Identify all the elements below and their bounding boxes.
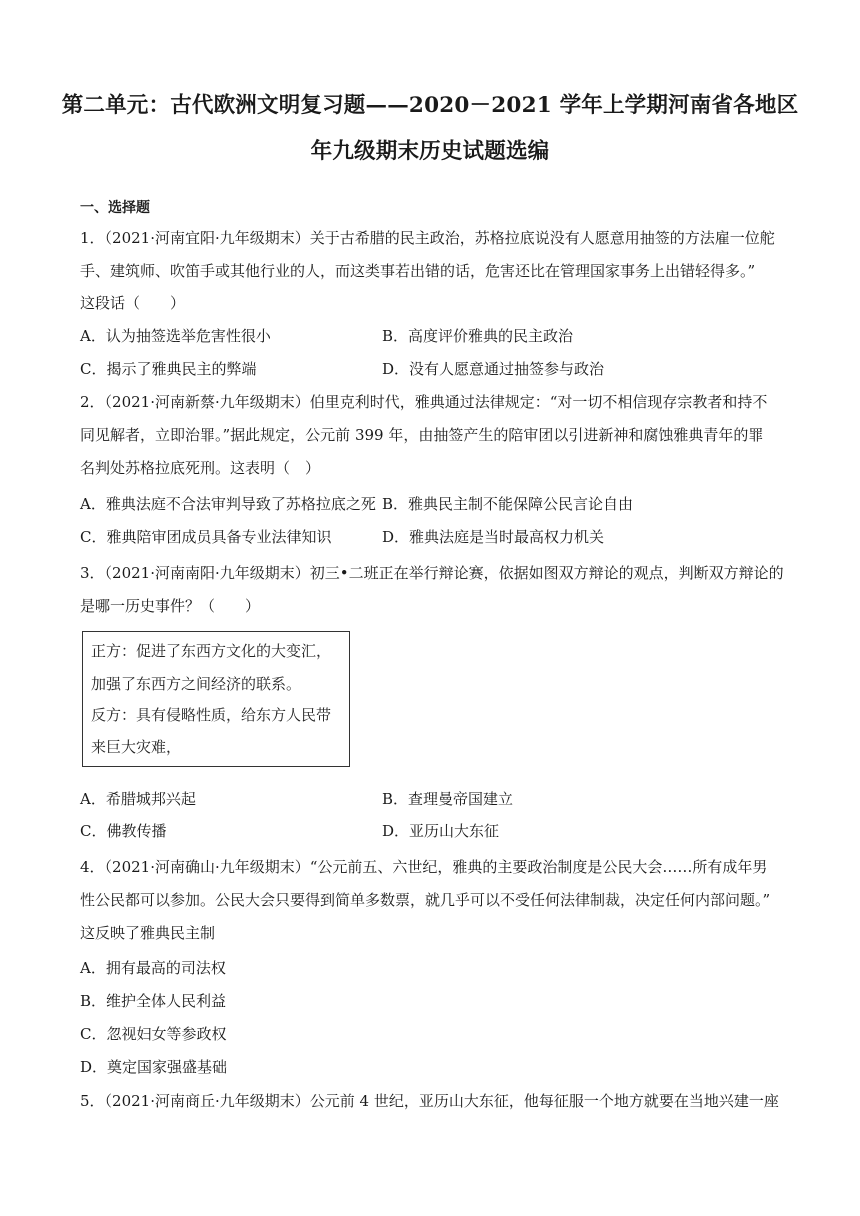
question-2-line-2: 同见解者，立即治罪。”据此规定，公元前 399 年，由抽签产生的陪审团以引进新神和腐蚀雅典青年的罪 xyxy=(80,426,764,444)
question-2-line-3: 名判处苏格拉底死刑。这表明（ ） xyxy=(80,459,321,477)
question-3-option-c: C．佛教传播 xyxy=(80,822,167,840)
question-1-line-3: 这段话（ ） xyxy=(80,294,186,312)
question-4-line-2: 性公民都可以参加。公民大会只要得到简单多数票，就几乎可以不受任何法律制裁，决定任何内部问题。” xyxy=(80,891,771,909)
question-1-line-2: 手、建筑师、吹笛手或其他行业的人，而这类事若出错的话，危害还比在管理国家事务上出错轻得多。” xyxy=(80,262,756,280)
debate-line-4: 来巨大灾难， xyxy=(91,738,182,756)
document-title-line-2: 年九级期末历史试题选编 xyxy=(310,139,550,164)
question-5-line-1: 5．（2021·河南商丘·九年级期末）公元前 4 世纪，亚历山大东征，他每征服一个地方就要在当地兴建一座 xyxy=(80,1092,779,1110)
section-heading: 一、选择题 xyxy=(80,200,150,216)
question-4-option-c: C．忽视妇女等参政权 xyxy=(80,1025,227,1043)
debate-line-3: 反方：具有侵略性质，给东方人民带 xyxy=(91,706,332,724)
question-3-option-b: B．查理曼帝国建立 xyxy=(382,790,514,808)
question-3-line-2: 是哪一历史事件？（ ） xyxy=(80,597,261,615)
debate-figure xyxy=(82,631,350,767)
question-2-option-b: B．雅典民主制不能保障公民言论自由 xyxy=(382,495,634,513)
question-1-option-b: B．高度评价雅典的民主政治 xyxy=(382,327,574,345)
question-3-line-1: 3．（2021·河南南阳·九年级期末）初三•二班正在举行辩论赛，依据如图双方辩论的观点，判断双方辩论的 xyxy=(80,564,784,582)
question-2-option-a: A．雅典法庭不合法审判导致了苏格拉底之死 xyxy=(80,495,376,513)
question-1-line-1: 1．（2021·河南宜阳·九年级期末）关于古希腊的民主政治，苏格拉底说没有人愿意用抽签的方法雇一位舵 xyxy=(80,229,775,247)
question-4-option-b: B．维护全体人民利益 xyxy=(80,992,227,1010)
question-1-option-c: C．揭示了雅典民主的弊端 xyxy=(80,360,257,378)
question-3-option-a: A．希腊城邦兴起 xyxy=(80,790,196,808)
question-2-option-c: C．雅典陪审团成员具备专业法律知识 xyxy=(80,528,332,546)
document-title-line-1: 第二单元：古代欧洲文明复习题——2020－2021 学年上学期河南省各地区 xyxy=(61,93,799,118)
question-2-option-d: D．雅典法庭是当时最高权力机关 xyxy=(382,528,605,546)
question-4-option-a: A．拥有最高的司法权 xyxy=(80,959,226,977)
question-4-line-1: 4．（2021·河南确山·九年级期末）“公元前五、六世纪，雅典的主要政治制度是公民大会……所有成年男 xyxy=(80,858,768,876)
question-3-option-d: D．亚历山大东征 xyxy=(382,822,500,840)
question-4-option-d: D．奠定国家强盛基础 xyxy=(80,1058,228,1076)
debate-line-1: 正方：促进了东西方文化的大变汇， xyxy=(91,642,332,660)
question-1-option-a: A．认为抽签选举危害性很小 xyxy=(80,327,271,345)
question-1-option-d: D．没有人愿意通过抽签参与政治 xyxy=(382,360,605,378)
question-4-line-3: 这反映了雅典民主制 xyxy=(80,924,216,942)
debate-line-2: 加强了东西方之间经济的联系。 xyxy=(91,675,302,693)
question-2-line-1: 2．（2021·河南新蔡·九年级期末）伯里克利时代，雅典通过法律规定：“对一切不相信现存宗教者和持不 xyxy=(80,393,768,411)
